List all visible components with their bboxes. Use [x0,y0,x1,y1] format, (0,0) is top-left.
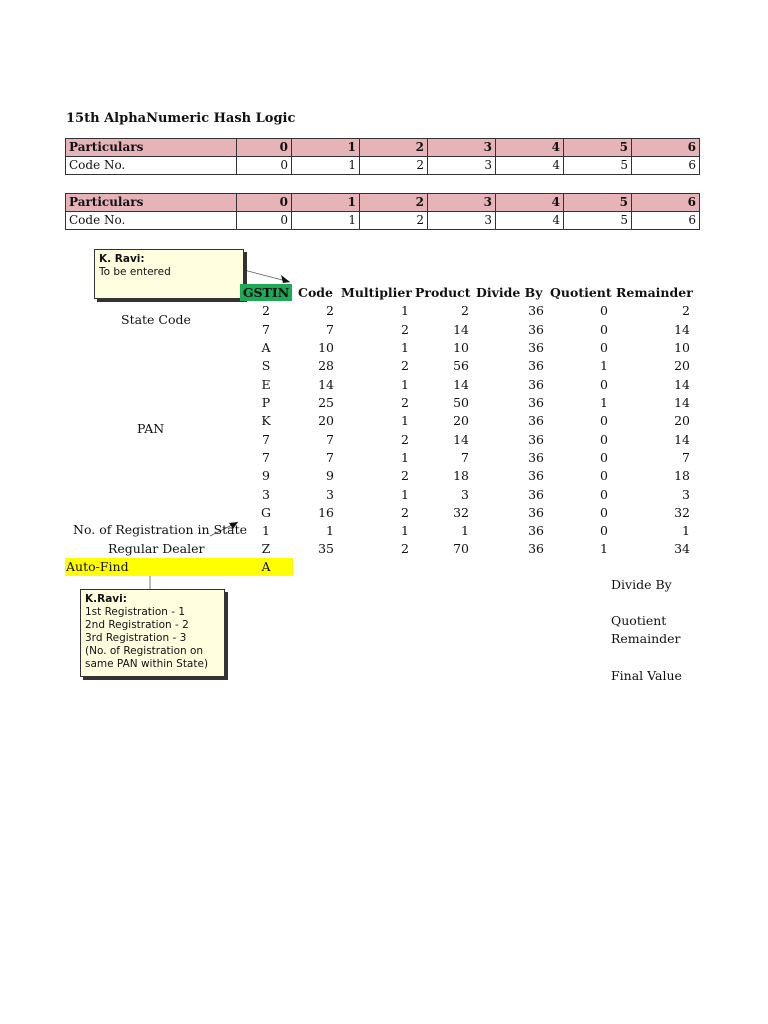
divide-by-cell[interactable]: 36 [528,377,544,392]
quotient-label: Quotient [611,613,667,628]
quotient-cell[interactable]: 0 [600,303,608,318]
comment-note-ravi[interactable] [94,249,244,299]
product-header[interactable]: Product [415,285,471,300]
gstin-cell[interactable]: K [261,413,271,428]
multiplier-cell[interactable]: 2 [401,322,409,337]
quotient-cell[interactable]: 0 [600,468,608,483]
divide-by-cell[interactable]: 36 [528,468,544,483]
header-cell[interactable]: 1 [292,139,360,157]
product-cell[interactable]: 14 [453,322,469,337]
header-cell[interactable]: 3 [428,139,496,157]
cell[interactable]: 3 [428,212,496,230]
multiplier-cell[interactable]: 2 [401,505,409,520]
code-cell[interactable]: 28 [318,358,334,373]
auto-find-row[interactable] [65,558,293,576]
code-cell[interactable]: 2 [326,303,334,318]
code-cell[interactable]: 20 [318,413,334,428]
header-cell[interactable]: 2 [360,139,428,157]
gstin-cell[interactable]: 7 [262,432,270,447]
cell[interactable]: 0 [237,212,292,230]
header-cell[interactable]: 0 [237,139,292,157]
divide-by-cell[interactable]: 36 [528,541,544,556]
code-cell[interactable]: 9 [326,468,334,483]
comment-note-ravi-registration[interactable] [80,589,225,677]
quotient-cell[interactable]: 1 [600,395,608,410]
gstin-cell[interactable]: 2 [262,303,270,318]
gstin-cell[interactable]: 1 [262,523,270,538]
product-cell[interactable]: 18 [453,468,469,483]
multiplier-cell[interactable]: 1 [401,377,409,392]
pan-label: PAN [137,421,165,436]
code-cell[interactable]: 7 [326,322,334,337]
cell[interactable]: Code No. [66,157,237,175]
multiplier-header[interactable]: Multiplier [341,285,412,300]
gstin-cell[interactable]: 9 [262,468,270,483]
divide-by-label: Divide By [611,577,672,592]
product-cell[interactable]: 14 [453,432,469,447]
code-cell[interactable]: 35 [318,541,334,556]
multiplier-cell[interactable]: 1 [401,303,409,318]
quotient-cell[interactable]: 1 [600,358,608,373]
auto-find-value[interactable]: A [261,559,271,574]
gstin-cell[interactable]: E [261,377,271,392]
header-cell[interactable]: Particulars [66,139,237,157]
code-cell[interactable]: 16 [318,505,334,520]
no-of-registration-label: No. of Registration in State [73,522,248,537]
remainder-cell[interactable]: 2 [682,303,690,318]
note-line: 2nd Registration - 2 [85,619,189,631]
remainder-cell[interactable]: 1 [682,523,690,538]
note-author: K. Ravi: [99,253,145,265]
header-cell[interactable]: 4 [496,194,564,212]
gstin-cell[interactable]: P [261,395,271,410]
product-cell[interactable]: 2 [461,303,469,318]
cell[interactable]: 5 [564,157,632,175]
product-cell[interactable]: 70 [453,541,469,556]
cell[interactable]: 0 [237,157,292,175]
product-cell[interactable]: 1 [461,523,469,538]
note-line: (No. of Registration on [85,645,204,657]
quotient-cell[interactable]: 0 [600,413,608,428]
remainder-cell[interactable]: 32 [674,505,690,520]
remainder-cell[interactable]: 7 [682,450,690,465]
quotient-cell[interactable]: 0 [600,322,608,337]
quotient-header[interactable]: Quotient [550,285,612,300]
divide-by-cell[interactable]: 36 [528,340,544,355]
gstin-cell[interactable]: 3 [262,487,270,502]
divide-by-cell[interactable]: 36 [528,487,544,502]
quotient-cell[interactable]: 0 [600,377,608,392]
header-cell[interactable]: 6 [632,194,700,212]
quotient-cell[interactable]: 0 [600,487,608,502]
regular-dealer-label: Regular Dealer [108,541,205,556]
multiplier-cell[interactable]: 2 [401,541,409,556]
note-line: same PAN within State) [85,658,209,670]
cell[interactable]: 1 [292,157,360,175]
product-cell[interactable]: 20 [453,413,469,428]
page-title: 15th AlphaNumeric Hash Logic [66,111,296,126]
header-cell[interactable]: 5 [564,194,632,212]
cell[interactable]: 2 [360,212,428,230]
remainder-cell[interactable]: 10 [674,340,690,355]
header-cell[interactable]: 0 [237,194,292,212]
note-author: K.Ravi: [85,593,127,605]
product-cell[interactable]: 14 [453,377,469,392]
quotient-cell[interactable]: 0 [600,340,608,355]
cell[interactable]: 3 [428,157,496,175]
multiplier-cell[interactable]: 2 [401,432,409,447]
product-cell[interactable]: 10 [453,340,469,355]
cell[interactable]: 4 [496,157,564,175]
divide-by-cell[interactable]: 36 [528,523,544,538]
header-cell[interactable]: 1 [292,194,360,212]
gstin-cell[interactable]: 7 [262,322,270,337]
multiplier-cell[interactable]: 1 [401,523,409,538]
quotient-cell[interactable]: 0 [600,432,608,447]
remainder-label: Remainder [611,631,681,646]
final-value-label: Final Value [611,668,682,683]
product-cell[interactable]: 3 [461,487,469,502]
product-cell[interactable]: 7 [461,450,469,465]
note-line: 3rd Registration - 3 [85,632,187,644]
divide-by-cell[interactable]: 36 [528,450,544,465]
header-cell[interactable]: 5 [564,139,632,157]
product-cell[interactable]: 32 [453,505,469,520]
header-cell[interactable]: 4 [496,139,564,157]
multiplier-cell[interactable]: 2 [401,468,409,483]
multiplier-cell[interactable]: 1 [401,340,409,355]
quotient-cell[interactable]: 0 [600,505,608,520]
cell[interactable]: 4 [496,212,564,230]
remainder-cell[interactable]: 14 [674,432,690,447]
gstin-cell[interactable]: 7 [262,450,270,465]
code-cell[interactable]: 25 [318,395,334,410]
gstin-cell[interactable]: Z [261,541,271,556]
divide-by-cell[interactable]: 36 [528,358,544,373]
header-cell[interactable]: 2 [360,194,428,212]
divide-by-cell[interactable]: 36 [528,303,544,318]
code-header[interactable]: Code [298,285,333,300]
multiplier-cell[interactable]: 1 [401,487,409,502]
gstin-cell[interactable]: S [261,358,271,373]
gstin-cell[interactable]: A [261,340,271,355]
multiplier-cell[interactable]: 1 [401,413,409,428]
state-code-label: State Code [121,312,191,327]
divide-by-cell[interactable]: 36 [528,432,544,447]
remainder-cell[interactable]: 14 [674,395,690,410]
header-cell[interactable]: 6 [632,139,700,157]
gstin-header[interactable]: GSTIN [240,284,292,301]
product-cell[interactable]: 50 [453,395,469,410]
cell[interactable]: 6 [632,157,700,175]
auto-find-label: Auto-Find [66,559,129,574]
remainder-cell[interactable]: 34 [674,541,690,556]
code-cell[interactable]: 3 [326,487,334,502]
cell[interactable]: Code No. [66,212,237,230]
remainder-cell[interactable]: 14 [674,322,690,337]
divide-by-cell[interactable]: 36 [528,322,544,337]
header-cell[interactable]: Particulars [66,194,237,212]
multiplier-cell[interactable]: 1 [401,450,409,465]
cell[interactable]: 5 [564,212,632,230]
product-cell[interactable]: 56 [453,358,469,373]
note-line: 1st Registration - 1 [85,606,186,618]
quotient-cell[interactable]: 0 [600,450,608,465]
remainder-cell[interactable]: 20 [674,358,690,373]
remainder-cell[interactable]: 14 [674,377,690,392]
code-cell[interactable]: 7 [326,450,334,465]
cell[interactable]: 1 [292,212,360,230]
divide-by-header[interactable]: Divide By [476,285,543,300]
remainder-cell[interactable]: 20 [674,413,690,428]
code-cell[interactable]: 7 [326,432,334,447]
code-cell[interactable]: 10 [318,340,334,355]
code-cell[interactable]: 1 [326,523,334,538]
header-cell[interactable]: 3 [428,194,496,212]
multiplier-cell[interactable]: 2 [401,358,409,373]
gstin-cell[interactable]: G [261,505,271,520]
multiplier-cell[interactable]: 2 [401,395,409,410]
code-cell[interactable]: 14 [318,377,334,392]
divide-by-cell[interactable]: 36 [528,413,544,428]
remainder-cell[interactable]: 3 [682,487,690,502]
quotient-cell[interactable]: 1 [600,541,608,556]
divide-by-cell[interactable]: 36 [528,505,544,520]
quotient-cell[interactable]: 0 [600,523,608,538]
remainder-cell[interactable]: 18 [674,468,690,483]
cell[interactable]: 6 [632,212,700,230]
cell[interactable]: 2 [360,157,428,175]
divide-by-cell[interactable]: 36 [528,395,544,410]
remainder-header[interactable]: Remainder [616,285,693,300]
note-text: To be entered [99,266,171,278]
